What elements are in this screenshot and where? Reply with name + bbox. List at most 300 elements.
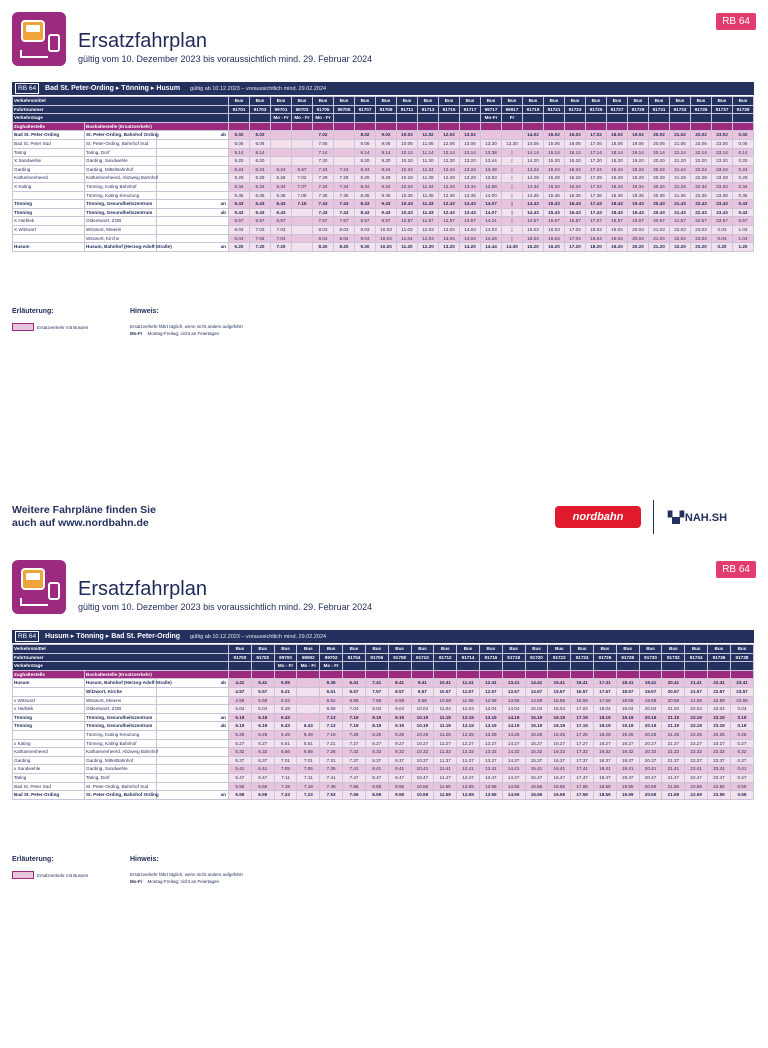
- departure-time: 0.20: [733, 157, 754, 166]
- departure-time: 20.04: [639, 705, 662, 714]
- departure-time: 1.04: [733, 234, 754, 243]
- vehicle-type: Bus: [418, 97, 439, 106]
- header-cell: [691, 122, 712, 131]
- trip-number: 91704: [343, 653, 366, 662]
- verkehrstage-row: [13, 662, 754, 671]
- departure-time: 8.03: [313, 225, 334, 234]
- departure-time: 22.19: [685, 713, 708, 722]
- departure-time: 7.58: [365, 696, 388, 705]
- timetable-row: [13, 679, 754, 688]
- bus-stop: St. Peter-Ording, Bahnhof Süd: [85, 139, 157, 148]
- trip-number: 99701: [271, 105, 292, 114]
- bus-stop: Garding, Mitte/Bahnhof: [85, 165, 157, 174]
- departure-time: |: [502, 148, 523, 157]
- service-days: Mo - Fr: [297, 662, 320, 671]
- departure-time: 20.58: [662, 696, 685, 705]
- departure-time: 19.37: [616, 756, 639, 765]
- departure-time: 12.36: [439, 191, 460, 200]
- departure-time: 15.29: [544, 174, 565, 183]
- departure-time: 16.59: [548, 791, 571, 800]
- departure-time: 15.43: [544, 200, 565, 209]
- departure-time: 18.47: [594, 773, 617, 782]
- departure-time: 14.20: [460, 243, 481, 252]
- departure-time: 18.19: [594, 722, 617, 731]
- trip-number: 99917: [502, 105, 523, 114]
- departure-time: 19.58: [639, 696, 662, 705]
- legend-swatch-text: Ersatzverkehr mit Bussen: [37, 872, 89, 878]
- departure-time: 12.06: [439, 139, 460, 148]
- departure-time: 7.04: [271, 234, 292, 243]
- departure-time: 17.43: [586, 208, 607, 217]
- departure-time: 20.14: [649, 148, 670, 157]
- departure-time: 23.59: [708, 791, 731, 800]
- departure-time: 22.55: [685, 782, 708, 791]
- departure-time: 23.58: [730, 696, 753, 705]
- departure-time: 15.43: [544, 208, 565, 217]
- departure-time: 23.19: [708, 713, 731, 722]
- departure-time: 19.06: [628, 139, 649, 148]
- train-station: Tönning: [13, 722, 85, 731]
- service-days: [229, 114, 250, 123]
- departure-time: 10.43: [397, 208, 418, 217]
- vehicle-type: Bus: [376, 97, 397, 106]
- vehicle-type: Bus: [708, 645, 731, 654]
- arr-dep: [157, 687, 229, 696]
- departure-time: 6.41: [343, 679, 366, 688]
- departure-time: 18.24: [607, 165, 628, 174]
- departure-time: 21.19: [662, 713, 685, 722]
- service-days: [548, 662, 571, 671]
- departure-time: 18.55: [594, 782, 617, 791]
- departure-time: 22.43: [691, 200, 712, 209]
- departure-time: 14.41: [502, 765, 525, 774]
- departure-time: 22.27: [685, 739, 708, 748]
- departure-time: 16.36: [565, 191, 586, 200]
- departure-time: 9.29: [376, 174, 397, 183]
- departure-time: 22.04: [685, 705, 708, 714]
- departure-time: 5.20: [229, 157, 250, 166]
- timetable-row: [13, 208, 754, 217]
- zughaltestelle-header: Zughaltestelle: [13, 122, 85, 131]
- departure-time: 14.21: [481, 217, 502, 226]
- row-label: Fahrtnummer: [13, 105, 229, 114]
- departure-time: 9.41: [411, 679, 434, 688]
- departure-time: 8.25: [365, 730, 388, 739]
- departure-time: 20.03: [628, 225, 649, 234]
- train-station: Tönning: [13, 713, 85, 722]
- departure-time: 11.32: [434, 748, 457, 757]
- trip-number: 99703: [292, 105, 313, 114]
- row-label: Verkehrstage: [13, 662, 229, 671]
- departure-time: 18.36: [607, 191, 628, 200]
- departure-time: 22.34: [691, 182, 712, 191]
- vehicle-type: Bus: [649, 97, 670, 106]
- departure-time: 9.36: [376, 191, 397, 200]
- service-days: [662, 662, 685, 671]
- departure-time: 7.29: [313, 174, 334, 183]
- departure-time: 9.19: [388, 722, 411, 731]
- header-cell: [250, 122, 271, 131]
- verkehrsmittel-row: [13, 97, 754, 106]
- departure-time: 6.43: [274, 713, 297, 722]
- train-station: Husum: [13, 243, 85, 252]
- departure-time: 21.29: [670, 174, 691, 183]
- departure-time: 5.27: [229, 739, 252, 748]
- departure-time: 12.43: [439, 208, 460, 217]
- departure-time: 22.19: [685, 722, 708, 731]
- vehicle-type: Bus: [397, 97, 418, 106]
- train-station: [13, 191, 85, 200]
- departure-time: 17.41: [571, 765, 594, 774]
- departure-time: 0.19: [730, 722, 753, 731]
- departure-time: 13.19: [479, 713, 502, 722]
- departure-time: 23.27: [708, 739, 731, 748]
- trip-number: 91737: [712, 105, 733, 114]
- departure-time: 21.06: [670, 139, 691, 148]
- departure-time: 14.20: [523, 157, 544, 166]
- service-days: [571, 662, 594, 671]
- departure-time: 14.07: [481, 200, 502, 209]
- departure-time: |: [502, 200, 523, 209]
- line-badge: RB 64: [716, 561, 756, 578]
- departure-time: 5.25: [229, 730, 252, 739]
- departure-time: 13.24: [460, 165, 481, 174]
- arr-dep: an: [157, 243, 229, 252]
- departure-time: [334, 148, 355, 157]
- departure-time: 6.22: [274, 696, 297, 705]
- departure-time: 16.57: [565, 217, 586, 226]
- departure-time: [292, 225, 313, 234]
- departure-time: 15.19: [525, 713, 548, 722]
- departure-time: 16.43: [565, 200, 586, 209]
- train-station: X Harblek: [13, 217, 85, 226]
- header-cell: [297, 670, 320, 679]
- train-station: [13, 730, 85, 739]
- departure-time: 16.27: [548, 739, 571, 748]
- departure-time: 18.59: [594, 791, 617, 800]
- departure-time: 10.04: [411, 705, 434, 714]
- departure-time: 15.34: [544, 182, 565, 191]
- logo-divider: [653, 500, 654, 534]
- departure-time: 6.37: [251, 756, 274, 765]
- header-cell: [616, 670, 639, 679]
- legend-swatch-text: Ersatzverkehr mit Bussen: [37, 324, 89, 330]
- departure-time: 20.57: [649, 217, 670, 226]
- departure-time: 11.27: [434, 739, 457, 748]
- arr-dep: an: [157, 791, 229, 800]
- timetable-row: [13, 713, 754, 722]
- departure-time: 23.24: [712, 165, 733, 174]
- departure-time: 17.04: [571, 705, 594, 714]
- service-days: [460, 114, 481, 123]
- departure-time: 17.19: [571, 722, 594, 731]
- departure-time: 22.29: [691, 174, 712, 183]
- departure-time: 17.20: [586, 157, 607, 166]
- departure-time: 19.43: [628, 200, 649, 209]
- vehicle-type: Bus: [479, 645, 502, 654]
- route-header: [12, 82, 754, 95]
- departure-time: 7.20: [271, 243, 292, 252]
- departure-time: 18.34: [607, 182, 628, 191]
- departure-time: 23.57: [712, 217, 733, 226]
- departure-time: 0.47: [730, 773, 753, 782]
- vehicle-type: Bus: [320, 645, 343, 654]
- departure-time: 9.24: [376, 165, 397, 174]
- departure-time: [292, 139, 313, 148]
- departure-time: 17.41: [594, 679, 617, 688]
- departure-time: 13.57: [502, 687, 525, 696]
- validity-subtitle: gültig vom 10. Dezember 2023 bis voraussichtlich mind. 29. Februar 2024: [78, 602, 373, 612]
- train-station: x Harblek: [13, 705, 85, 714]
- departure-time: 5.58: [251, 696, 274, 705]
- departure-time: 10.24: [397, 165, 418, 174]
- hint-title: Hinweis:: [130, 856, 159, 863]
- bus-stop: Oldenswort, ZOB: [85, 705, 157, 714]
- arr-dep: ab: [157, 722, 229, 731]
- departure-time: 21.41: [685, 679, 708, 688]
- service-days: [685, 662, 708, 671]
- departure-time: 0.57: [733, 217, 754, 226]
- departure-time: 9.47: [388, 773, 411, 782]
- departure-time: [271, 131, 292, 140]
- train-station: [13, 687, 85, 696]
- trip-number: 91735: [691, 105, 712, 114]
- departure-time: 16.04: [544, 234, 565, 243]
- departure-time: 21.04: [649, 234, 670, 243]
- header-cell: [457, 670, 480, 679]
- departure-time: 20.43: [649, 200, 670, 209]
- departure-time: 22.03: [670, 225, 691, 234]
- departure-time: 22.37: [685, 756, 708, 765]
- departure-time: 20.29: [649, 174, 670, 183]
- departure-time: 7.11: [274, 773, 297, 782]
- header-cell: [586, 122, 607, 131]
- fahrtnummer-row: [13, 105, 754, 114]
- departure-time: 13.57: [460, 217, 481, 226]
- departure-time: 7.19: [320, 730, 343, 739]
- departure-time: 16.41: [548, 765, 571, 774]
- departure-time: 8.41: [388, 679, 411, 688]
- departure-time: |: [502, 174, 523, 183]
- departure-time: 6.43: [274, 722, 297, 731]
- arr-dep: ab: [157, 208, 229, 217]
- departure-time: 12.19: [457, 722, 480, 731]
- departure-time: 22.58: [708, 696, 731, 705]
- departure-time: 10.41: [434, 679, 457, 688]
- trip-number: 99902: [297, 653, 320, 662]
- departure-time: 0.03: [712, 225, 733, 234]
- route-validity: gültig ab 10.12.2023 – voraussichtlich mind. 29.02.2024: [190, 634, 327, 640]
- departure-time: [297, 705, 320, 714]
- departure-time: 20.04: [628, 234, 649, 243]
- departure-time: 0.29: [733, 174, 754, 183]
- header-cell: [685, 670, 708, 679]
- service-days: [649, 114, 670, 123]
- departure-time: 15.14: [544, 148, 565, 157]
- departure-time: 5.19: [229, 713, 252, 722]
- trip-number: 91710: [411, 653, 434, 662]
- departure-time: 19.29: [628, 174, 649, 183]
- departure-time: 23.04: [708, 705, 731, 714]
- bus-stop: Katharinenheerd, Abzweig Bahnhof: [85, 174, 157, 183]
- departure-time: 8.04: [334, 234, 355, 243]
- departure-time: 13.03: [439, 225, 460, 234]
- departure-time: 0.32: [730, 748, 753, 757]
- departure-time: 21.55: [662, 782, 685, 791]
- service-days: [434, 662, 457, 671]
- departure-time: 13.20: [460, 157, 481, 166]
- trip-number: 91712: [434, 653, 457, 662]
- departure-time: 14.34: [523, 182, 544, 191]
- departure-time: 0.02: [733, 131, 754, 140]
- trip-number: 91726: [594, 653, 617, 662]
- departure-time: 8.57: [355, 217, 376, 226]
- departure-time: 12.27: [457, 739, 480, 748]
- bus-stop: Tönning, Kating Bahnhof: [85, 182, 157, 191]
- departure-time: 22.59: [685, 791, 708, 800]
- departure-time: 7.37: [343, 756, 366, 765]
- departure-time: 20.41: [662, 679, 685, 688]
- vehicle-type: Bus: [502, 645, 525, 654]
- departure-time: 8.03: [334, 225, 355, 234]
- header-cell: [502, 122, 523, 131]
- timetable-row: [13, 165, 754, 174]
- departure-time: 6.06: [250, 139, 271, 148]
- train-station: [13, 234, 85, 243]
- departure-time: 18.27: [594, 739, 617, 748]
- departure-time: 10.20: [376, 243, 397, 252]
- departure-time: 7.43: [334, 200, 355, 209]
- departure-time: 22.41: [685, 765, 708, 774]
- departure-time: 16.06: [565, 139, 586, 148]
- service-days: [733, 114, 754, 123]
- departure-time: 13.47: [479, 773, 502, 782]
- service-days: [670, 114, 691, 123]
- trip-number: 91703: [250, 105, 271, 114]
- arr-dep: ab: [157, 131, 229, 140]
- vehicle-type: Bus: [662, 645, 685, 654]
- departure-time: 6.57: [343, 687, 366, 696]
- departure-time: 11.58: [457, 696, 480, 705]
- departure-time: 14.29: [523, 174, 544, 183]
- departure-time: 0.06: [733, 139, 754, 148]
- route-from: Husum: [45, 633, 69, 640]
- header-cell: [397, 122, 418, 131]
- departure-time: 22.14: [691, 148, 712, 157]
- departure-time: 6.21: [274, 687, 297, 696]
- trip-number: 91724: [571, 653, 594, 662]
- departure-time: 20.20: [628, 243, 649, 252]
- departure-time: 12.41: [479, 679, 502, 688]
- departure-time: 8.14: [355, 148, 376, 157]
- departure-time: 21.34: [670, 182, 691, 191]
- service-days: [334, 114, 355, 123]
- departure-time: 17.43: [586, 200, 607, 209]
- trip-number: 91725: [586, 105, 607, 114]
- timetable-row: [13, 131, 754, 140]
- departure-time: 5.02: [229, 131, 250, 140]
- departure-time: 7.24: [313, 165, 334, 174]
- vehicle-type: Bus: [691, 97, 712, 106]
- arr-dep: [157, 773, 229, 782]
- departure-time: 8.59: [365, 791, 388, 800]
- departure-time: 22.32: [685, 748, 708, 757]
- trip-number: 91702: [251, 653, 274, 662]
- departure-time: 10.58: [434, 696, 457, 705]
- departure-time: 9.37: [388, 756, 411, 765]
- departure-time: 11.41: [434, 765, 457, 774]
- arr-dep: [157, 191, 229, 200]
- hint-line: Ersatzverkehr fährt täglich, wenn nicht anders aufgeführt: [130, 324, 243, 329]
- header-cell: [376, 122, 397, 131]
- departure-time: 13.14: [460, 148, 481, 157]
- departure-time: 0.04: [712, 234, 733, 243]
- departure-time: 14.41: [525, 679, 548, 688]
- departure-time: 17.34: [586, 182, 607, 191]
- vehicle-type: Bus: [571, 645, 594, 654]
- departure-time: 9.02: [376, 131, 397, 140]
- departure-time: 7.19: [343, 722, 366, 731]
- departure-time: 21.58: [685, 696, 708, 705]
- departure-time: 23.43: [712, 200, 733, 209]
- departure-time: 23.19: [708, 722, 731, 731]
- departure-time: 7.19: [274, 782, 297, 791]
- arr-dep: [157, 705, 229, 714]
- departure-time: 0.24: [733, 165, 754, 174]
- departure-time: 13.58: [502, 696, 525, 705]
- departure-time: 14.24: [523, 165, 544, 174]
- verkehrstage-row: [13, 114, 754, 123]
- departure-time: 19.32: [616, 748, 639, 757]
- service-days: [594, 662, 617, 671]
- departure-time: 0.37: [730, 756, 753, 765]
- departure-time: 8.29: [355, 174, 376, 183]
- departure-time: |: [502, 217, 523, 226]
- departure-time: [334, 157, 355, 166]
- departure-time: 20.36: [649, 191, 670, 200]
- bushaltestelle-header: Bushaltestelle (Ersatzverkehr): [85, 122, 229, 131]
- departure-time: 23.37: [708, 756, 731, 765]
- departure-time: [292, 148, 313, 157]
- vehicle-type: Bus: [607, 97, 628, 106]
- timetable-row: [13, 217, 754, 226]
- departure-time: 9.25: [388, 730, 411, 739]
- departure-time: 17.32: [571, 748, 594, 757]
- vehicle-type: Bus: [229, 97, 250, 106]
- header-cell: [313, 122, 334, 131]
- departure-time: 13.43: [460, 200, 481, 209]
- departure-time: 19.55: [616, 782, 639, 791]
- departure-time: 9.27: [388, 739, 411, 748]
- departure-time: 6.02: [250, 131, 271, 140]
- trip-number: 91727: [607, 105, 628, 114]
- departure-time: 7.43: [313, 208, 334, 217]
- departure-time: 4.41: [229, 679, 252, 688]
- timetable-row: [13, 200, 754, 209]
- departure-time: 7.05: [297, 765, 320, 774]
- arr-dep: [157, 157, 229, 166]
- header-cell: [320, 670, 343, 679]
- header-cell: [607, 122, 628, 131]
- departure-time: 10.19: [411, 722, 434, 731]
- departure-time: 12.04: [457, 705, 480, 714]
- row-label: Verkehrstage: [13, 114, 229, 123]
- departure-time: [271, 148, 292, 157]
- vehicle-type: Bus: [292, 97, 313, 106]
- departure-time: 11.19: [434, 722, 457, 731]
- departure-time: 16.57: [571, 687, 594, 696]
- departure-time: 19.24: [628, 165, 649, 174]
